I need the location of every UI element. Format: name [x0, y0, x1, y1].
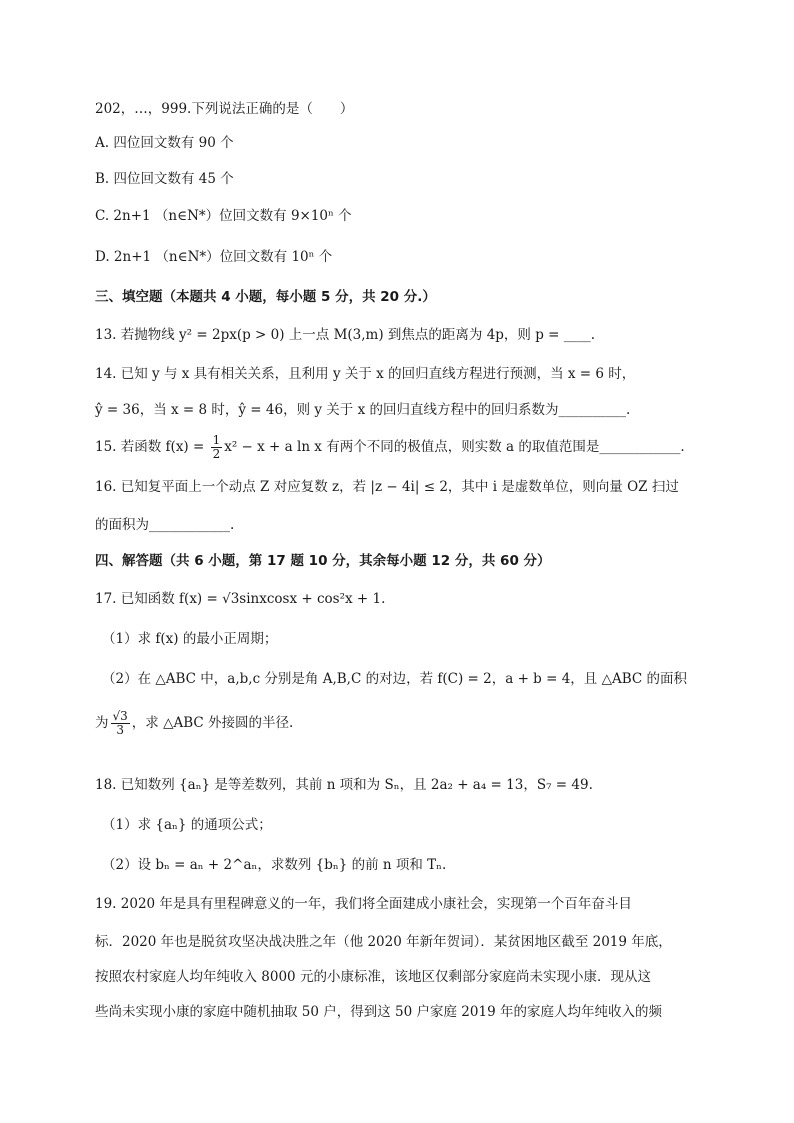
text-line-l24: 些尚未实现小康的家庭中随机抽取 50 户，得到这 50 户家庭 2019 年的家庭人均年纯收入的频	[95, 1004, 662, 1020]
text-line-l18: 18. 已知数列 {aₙ} 是等差数列，其前 n 项和为 Sₙ，且 2a₂ + a₄ = 13，S₇ = 49.	[95, 777, 593, 793]
text-line-l21: 19. 2020 年是具有里程碑意义的一年，我们将全面建成小康社会，实现第一个百年奋斗目	[95, 896, 632, 912]
text-line-l3: B. 四位回文数有 45 个	[95, 171, 234, 187]
q15-frac-num: 1	[212, 433, 221, 447]
text-line-l13: 四、解答题（共 6 小题，第 17 题 10 分，其余每小题 12 分，共 60 分）	[95, 553, 551, 569]
question-15	[95, 434, 685, 461]
text-line-l12: 的面积为____________.	[95, 517, 235, 533]
text-line-l1: 202，…，999.下列说法正确的是（ ）	[95, 101, 354, 117]
text-line-l14: 17. 已知函数 f(x) = √3sinxcosx + cos²x + 1.	[95, 591, 386, 607]
text-line-l2: A. 四位回文数有 90 个	[95, 135, 234, 151]
q17-frac-den: 3	[116, 723, 124, 737]
question-17-area-line	[95, 710, 293, 737]
text-line-l9: ŷ = 36，当 x = 8 时，ŷ = 46，则 y 关于 x 的回归直线方程中的回归系数为__________.	[95, 402, 631, 418]
q17-area-rest: ，求 △ABC 外接圆的半径.	[131, 715, 294, 731]
q15-fraction	[211, 434, 223, 461]
q15-prefix: 15. 若函数 f(x) =	[95, 439, 209, 455]
text-line-l6: 三、填空题（本题共 4 小题，每小题 5 分，共 20 分.）	[95, 289, 436, 305]
q15-rest: x² − x + a ln x 有两个不同的极值点，则实数 a 的取值范围是____________.	[224, 439, 685, 455]
text-line-l5: D. 2n+1 （n∈N*）位回文数有 10ⁿ 个	[95, 249, 333, 265]
q17-area-prefix: 为	[95, 715, 109, 731]
text-line-l19: （1）求 {aₙ} 的通项公式；	[102, 817, 272, 833]
q15-frac-den: 2	[212, 447, 221, 461]
text-line-l22: 标．2020 年也是脱贫攻坚决战决胜之年（他 2020 年新年贺词）．某贫困地区截至 2019 年底，	[95, 934, 672, 950]
text-line-l11: 16. 已知复平面上一个动点 Z 对应复数 z，若 |z − 4i| ≤ 2，其中 i 是虚数单位，则向量 OZ 扫过	[95, 479, 679, 495]
text-line-l16: （2）在 △ABC 中，a,b,c 分别是角 A,B,C 的对边，若 f(C) = 2，a + b = 4，且 △ABC 的面积	[102, 671, 688, 687]
q17-area-fraction	[111, 710, 130, 737]
text-line-l20: （2）设 bₙ = aₙ + 2^aₙ，求数列 {bₙ} 的前 n 项和 Tₙ.	[102, 857, 447, 873]
text-line-l15: （1）求 f(x) 的最小正周期；	[102, 631, 278, 647]
text-line-l4: C. 2n+1 （n∈N*）位回文数有 9×10ⁿ 个	[95, 208, 352, 224]
text-line-l8: 14. 已知 y 与 x 具有相关关系，且利用 y 关于 x 的回归直线方程进行预测，当 x = 6 时，	[95, 366, 636, 382]
q17-frac-num: √3	[112, 709, 128, 723]
text-line-l7: 13. 若抛物线 y² = 2px(p > 0) 上一点 M(3,m) 到焦点的距离为 4p，则 p = ____.	[95, 327, 596, 343]
text-line-l23: 按照农村家庭人均年纯收入 8000 元的小康标准，该地区仅剩部分家庭尚未实现小康．现从这	[95, 969, 651, 985]
